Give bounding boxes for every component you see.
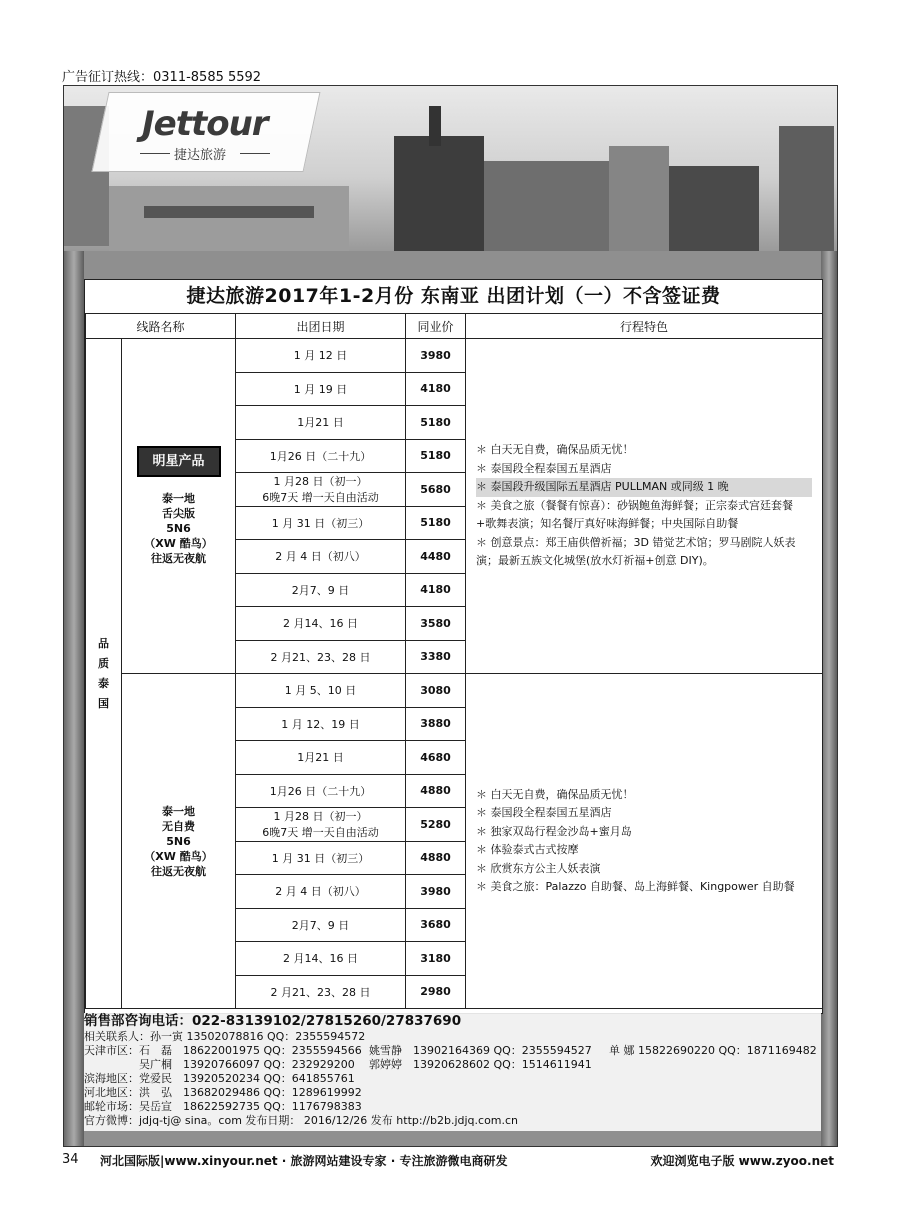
price-cell: 4880 [406, 774, 466, 808]
price-cell: 3880 [406, 707, 466, 741]
table-body [86, 339, 823, 1009]
contact-line [84, 1030, 821, 1044]
category-cell: 品 质 泰 国 [86, 339, 122, 1009]
contact-entry: 郭婷婷 13920628602 QQ：1514611941 [369, 1058, 592, 1071]
departure-date: 2 月21、23、28 日 [236, 975, 406, 1009]
contact-entry: 河北地区：洪 弘 13682029486 QQ：1289619992 [84, 1086, 362, 1099]
feature-item: ＊ 创意景点：郑王庙供僧祈福；3D 错觉艺术馆；罗马剧院人妖表演；最新五族文化城堡(放水灯祈福+创意 DIY)。 [476, 535, 796, 568]
tour-plan [84, 279, 823, 1014]
departure-date: 2月7、9 日 [236, 573, 406, 607]
price-cell: 5280 [406, 808, 466, 842]
contact-entry: 单 娜 15822690220 QQ：1871169482 [609, 1044, 817, 1057]
departure-date: 1 月 12、19 日 [236, 707, 406, 741]
feature-item: ＊ 美食之旅：Palazzo 自助餐、岛上海鲜餐、Kingpower 自助餐 [476, 880, 795, 893]
page-number: 34 [62, 1152, 79, 1167]
departure-date: 1月21 日 [236, 741, 406, 775]
price-cell: 3180 [406, 942, 466, 976]
contact-line [84, 1100, 821, 1114]
route-name: 泰一地 舌尖版 5N6 （XW 酷鸟） 往返无夜航 [144, 492, 213, 565]
departure-date: 1月21 日 [236, 406, 406, 440]
table-row [86, 339, 823, 373]
feature-item: ＊ 独家双岛行程金沙岛+蜜月岛 [476, 824, 632, 838]
contact-entry: 官方微博：jdjq-tj@ sina。com 发布日期： 2016/12/26 发布 http://b2b.jdjq.com.cn [84, 1114, 519, 1127]
features-cell [466, 674, 823, 1009]
price-cell: 5680 [406, 473, 466, 507]
departure-date: 1 月 12 日 [236, 339, 406, 373]
price-cell: 3580 [406, 607, 466, 641]
feature-item: ＊ 体验泰式古式按摩 [476, 843, 579, 856]
table-row [86, 674, 823, 708]
price-cell: 4680 [406, 741, 466, 775]
departure-date: 1 月 31 日（初三） [236, 841, 406, 875]
departure-date: 2月7、9 日 [236, 908, 406, 942]
contact-line [84, 1044, 821, 1058]
route-cell [122, 674, 236, 1009]
price-cell: 4180 [406, 573, 466, 607]
price-cell: 3980 [406, 875, 466, 909]
contact-entry: 相关联系人：孙一寅 13502078816 QQ：2355594572 [84, 1030, 366, 1043]
feature-item: ＊ 白天无自费，确保品质无忧！ [476, 443, 634, 457]
sales-hotline: 销售部咨询电话：022-83139102/27815260/27837690 [84, 1013, 462, 1029]
departure-date: 1 月 19 日 [236, 372, 406, 406]
header-date: 出团日期 [236, 314, 406, 339]
price-cell: 4880 [406, 841, 466, 875]
feature-item: ＊ 泰国段全程泰国五星酒店 [476, 461, 612, 475]
price-cell: 3380 [406, 640, 466, 674]
page-title: 捷达旅游2017年1-2月份 东南亚 出团计划（一）不含签证费 [186, 285, 721, 307]
route-name: 泰一地 无自费 5N6 （XW 酷鸟） 往返无夜航 [144, 804, 213, 878]
contact-entry: 邮轮市场：吴岳宣 18622592735 QQ：1176798383 [84, 1100, 362, 1113]
departure-date: 2 月 4 日（初八） [236, 540, 406, 574]
star-product-badge: 明星产品 [137, 446, 221, 477]
price-cell: 3980 [406, 339, 466, 373]
contact-section [84, 1013, 821, 1131]
left-photo-strip [64, 251, 84, 1146]
logo-rule-left [140, 153, 170, 154]
feature-item: ＊ 欣赏东方公主人妖表演 [476, 861, 601, 875]
contact-entry: 姚雪静 13902164369 QQ：2355594527 [369, 1044, 592, 1057]
departure-date: 1 月 5、10 日 [236, 674, 406, 708]
feature-item: ＊ 泰国段升级国际五星酒店 PULLMAN 或同级 1 晚 [476, 478, 812, 497]
contact-lines [84, 1030, 821, 1128]
departure-date: 2 月14、16 日 [236, 942, 406, 976]
price-cell: 5180 [406, 439, 466, 473]
right-photo-strip [821, 251, 837, 1146]
contact-entry: 吴广桐 13920766097 QQ：232929200 [84, 1058, 355, 1071]
contact-line [84, 1058, 821, 1072]
features-cell [466, 339, 823, 674]
header-route: 线路名称 [86, 314, 236, 339]
feature-item: ＊ 美食之旅（餐餐有惊喜）：砂锅鲍鱼海鲜餐；正宗泰式宫廷套餐+歌舞表演；知名餐厅真好味海鲜餐；中央国际自助餐 [476, 498, 794, 531]
banner-image [64, 86, 837, 251]
departure-date: 1 月28 日（初一） 6晚7天 增一天自由活动 [236, 473, 406, 507]
price-cell: 3080 [406, 674, 466, 708]
departure-date: 2 月21、23、28 日 [236, 640, 406, 674]
contact-entry: 滨海地区：党爱民 13920520234 QQ：641855761 [84, 1072, 355, 1085]
tour-table [85, 313, 823, 1009]
departure-date: 2 月14、16 日 [236, 607, 406, 641]
departure-date: 1月26 日（二十九） [236, 774, 406, 808]
jettour-logo: Jettour [142, 104, 268, 144]
price-cell: 4180 [406, 372, 466, 406]
contact-line [84, 1114, 821, 1128]
route-cell [122, 339, 236, 674]
header-features: 行程特色 [466, 314, 823, 339]
feature-item: ＊ 泰国段全程泰国五星酒店 [476, 806, 612, 819]
footer-left-text: 河北国际版|www.xinyour.net · 旅游网站建设专家 · 专注旅游微电商研发 [100, 1154, 508, 1168]
feature-item: ＊ 白天无自费，确保品质无忧！ [476, 787, 634, 801]
logo-rule-right [240, 153, 270, 154]
page-frame [63, 85, 838, 1147]
logo-subtitle: 捷达旅游 [174, 148, 227, 163]
departure-date: 1 月 31 日（初三） [236, 506, 406, 540]
price-cell: 2980 [406, 975, 466, 1009]
price-cell: 5180 [406, 406, 466, 440]
header-price: 同业价 [406, 314, 466, 339]
contact-entry: 天津市区：石 磊 18622001975 QQ：2355594566 [84, 1044, 362, 1057]
ad-hotline: 广告征订热线：0311-8585 5592 [62, 70, 262, 85]
contact-line [84, 1072, 821, 1086]
departure-date: 2 月 4 日（初八） [236, 875, 406, 909]
departure-date: 1 月28 日（初一） 6晚7天 增一天自由活动 [236, 808, 406, 842]
price-cell: 3680 [406, 908, 466, 942]
footer-right-text: 欢迎浏览电子版 www.zyoo.net [650, 1154, 834, 1168]
contact-line [84, 1086, 821, 1100]
departure-date: 1月26 日（二十九） [236, 439, 406, 473]
price-cell: 4480 [406, 540, 466, 574]
price-cell: 5180 [406, 506, 466, 540]
